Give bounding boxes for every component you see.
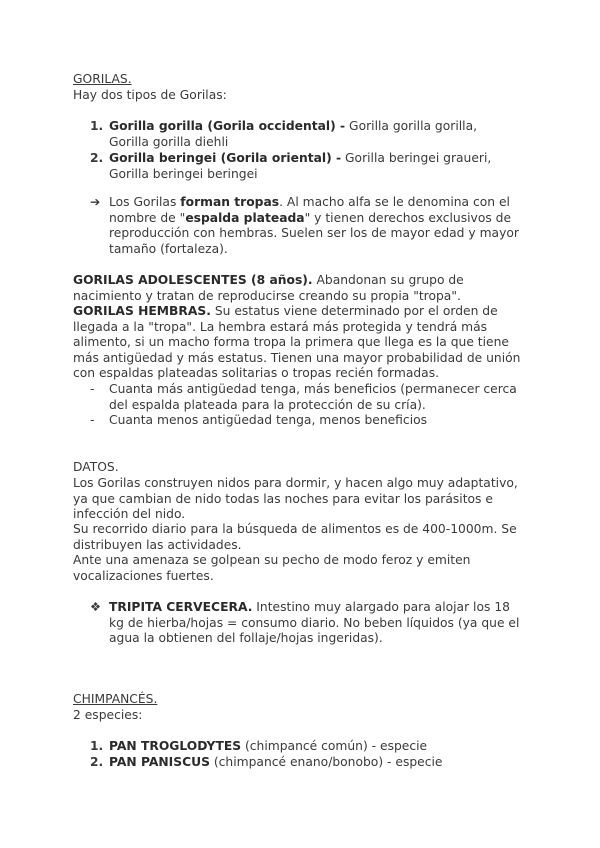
list-item — [90, 119, 520, 150]
bold-run: TRIPITA CERVECERA. — [109, 600, 253, 614]
list-text — [109, 755, 520, 771]
list-rest: Gorilla beringei graueri, Gorilla beringei beringei — [109, 151, 492, 181]
dash-marker: - — [90, 382, 95, 396]
list-number: 1. — [90, 119, 104, 133]
paragraph-hembras — [73, 304, 533, 382]
bullet-text — [109, 195, 520, 257]
dash-list-item — [90, 413, 530, 429]
dash-text: Cuanta más antigüedad tenga, más beneficios (permanecer cerca del espalda plateada para la protección de su cría). — [109, 382, 517, 412]
dash-list-item — [90, 382, 530, 413]
arrow-right-icon: ➔ — [90, 195, 101, 209]
dash-marker: - — [90, 413, 95, 427]
text-run: Los Gorilas — [109, 195, 181, 209]
list-bold: Gorilla gorilla (Gorila occidental) - — [109, 119, 346, 133]
text-run: Intestino muy alargado para alojar los 18 kg de hierba/hojas = consumo diario. No beben líquidos (ya que el agua la obtienen del follaje/hojas ingeridas). — [109, 600, 520, 646]
list-item — [90, 755, 520, 771]
list-bold: PAN PANISCUS — [109, 755, 210, 769]
list-item — [90, 151, 520, 182]
paragraph-nidos: Los Gorilas construyen nidos para dormir, y hacen algo muy adaptativo, ya que cambian de nido todas las noches para evitar los parásitos e infección del nido. — [73, 476, 518, 522]
list-rest: (chimpancé común) - especie — [241, 739, 428, 753]
bold-run: GORILAS ADOLESCENTES (8 años). — [73, 273, 313, 287]
diamond-bullet-icon: ❖ — [90, 600, 102, 614]
list-text — [109, 151, 520, 182]
diamond-bullet-item — [90, 600, 520, 647]
bold-run: espalda plateada — [185, 210, 305, 225]
heading-text: CHIMPANCÉS. — [73, 692, 158, 706]
paragraph-recorrido: Su recorrido diario para la búsqueda de alimentos es de 400-1000m. Se distribuyen las actividades. — [73, 522, 517, 552]
section-heading-gorilas — [73, 72, 533, 88]
list-number: 2. — [90, 151, 104, 165]
text-run: Su estatus viene determinado por el orden de llegada a la "tropa". La hembra estará más protegida y tendrá más alimento, si un macho forma tropa la primera que llega es la que tiene más antigüedad y más estatus. Tienen una mayor probabilidad de unión con espaldas plateadas solitarias o tropas recién formadas. — [73, 304, 521, 381]
chimpances-intro: 2 especies: — [73, 708, 143, 722]
list-text — [109, 739, 520, 755]
text-run: . Al macho alfa se le denomina con el nombre de " — [109, 195, 510, 225]
list-item — [90, 739, 520, 755]
list-rest: (chimpancé enano/bonobo) - especie — [209, 755, 443, 769]
bold-run: GORILAS HEMBRAS. — [73, 304, 211, 318]
bullet-text — [109, 600, 520, 647]
list-rest: Gorilla gorilla gorilla, Gorilla gorilla diehli — [109, 119, 478, 149]
section-heading-datos: DATOS. — [73, 460, 119, 474]
text-run: Abandonan su grupo de nacimiento y tratan de reproducirse creando su propia "tropa". — [73, 273, 464, 303]
bold-run: forman tropas — [180, 195, 280, 209]
heading-text: GORILAS. — [73, 72, 132, 86]
list-number: 2. — [90, 755, 104, 769]
arrow-bullet-item — [90, 195, 520, 257]
gorilas-intro: Hay dos tipos de Gorilas: — [73, 88, 227, 102]
list-bold: PAN TROGLODYTES — [109, 739, 242, 753]
section-heading-chimpances — [73, 692, 533, 708]
list-text — [109, 119, 520, 150]
text-run: " y tienen derechos exclusivos de reproducción con hembras. Suelen ser los de mayor edad y mayor tamaño (fortaleza). — [109, 210, 519, 256]
list-bold: Gorilla beringei (Gorila oriental) - — [109, 151, 342, 165]
paragraph-adolescentes — [73, 273, 533, 304]
list-number: 1. — [90, 739, 104, 753]
paragraph-amenaza: Ante una amenaza se golpean su pecho de modo feroz y emiten vocalizaciones fuertes. — [73, 553, 471, 583]
dash-text: Cuanta menos antigüedad tenga, menos beneficios — [109, 413, 428, 427]
